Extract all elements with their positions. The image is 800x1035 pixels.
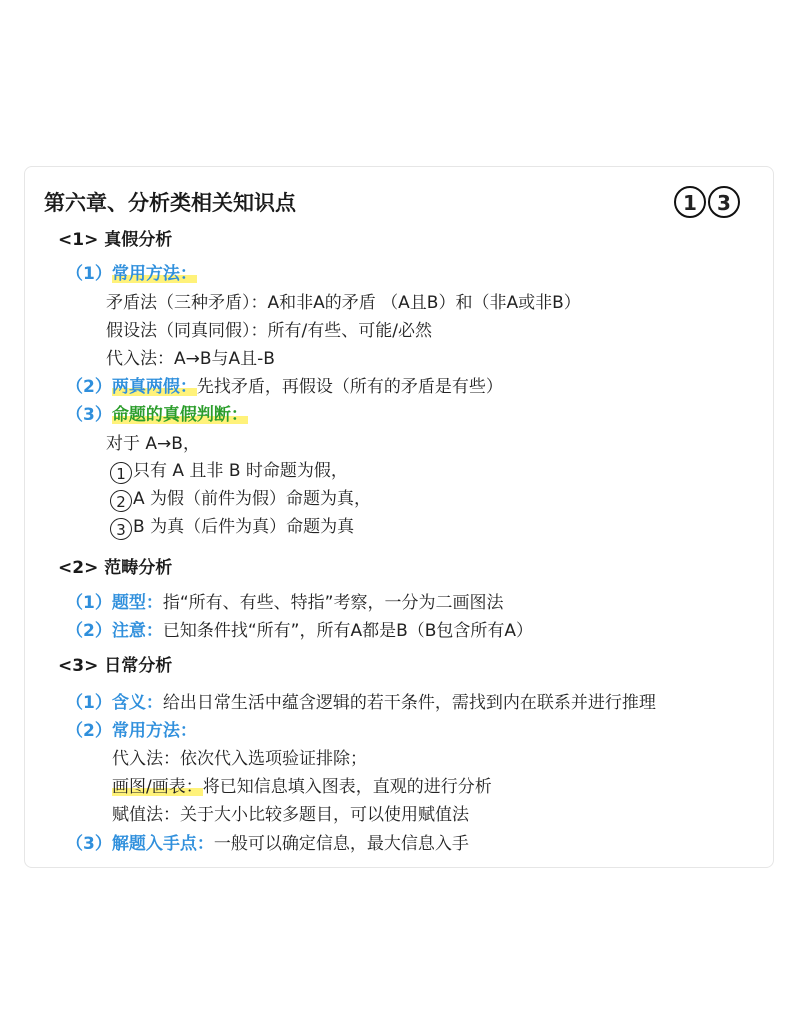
page-title: 第六章、分析类相关知识点: [44, 191, 296, 215]
page-number-badge: [674, 186, 742, 218]
item-number: （1）: [66, 693, 112, 713]
s1-point-3: [110, 518, 354, 540]
s3-method-line-2: [112, 779, 492, 796]
item-number: （3）: [66, 834, 112, 854]
item-label: 题型：: [111, 593, 163, 613]
item-label: 命题的真假判断：: [111, 405, 248, 425]
s2-item-1: [66, 595, 503, 612]
item-number: （2）: [66, 621, 112, 641]
item-number: （3）: [66, 405, 112, 425]
item-label: 画图/画表：: [112, 777, 203, 797]
item-number: （1）: [66, 593, 112, 613]
point-text: B 为真（后件为真）命题为真: [133, 517, 355, 537]
s1-method-line-2: 假设法（同真同假）：所有/有些、可能/必然: [106, 321, 432, 341]
s1-item-2: [66, 379, 503, 396]
item-label: 常用方法：: [111, 264, 197, 284]
item-number: （2）: [66, 377, 112, 397]
item-text: 指“所有、有些、特指”考察，一分为二画图法: [162, 593, 504, 613]
item-text: 先找矛盾，再假设（所有的矛盾是有些）: [196, 377, 503, 397]
s3-item-2: [66, 723, 197, 740]
s3-item-1: [66, 695, 656, 712]
item-label: 常用方法：: [111, 721, 197, 741]
s3-item-3: [66, 836, 469, 853]
item-text: 给出日常生活中蕴含逻辑的若干条件，需找到内在联系并进行推理: [162, 693, 656, 713]
s1-item-3: [66, 407, 248, 424]
circled-number: 2: [110, 490, 132, 512]
item-text: 已知条件找“所有”，所有A都是B（B包含所有A）: [162, 621, 534, 641]
circled-number: 1: [110, 462, 132, 484]
item-number: （2）: [66, 721, 112, 741]
section-heading-daily: <3> 日常分析: [58, 656, 173, 676]
point-text: A 为假（前件为假）命题为真，: [133, 489, 372, 509]
page-digit-1: 1: [674, 186, 706, 218]
section-heading-category: <2> 范畴分析: [58, 558, 173, 578]
s1-item-1: [66, 266, 197, 283]
s3-method-line-3: 赋值法：关于大小比较多题目，可以使用赋值法: [112, 805, 469, 825]
item-label: 注意：: [111, 621, 163, 641]
item-text: 将已知信息填入图表，直观的进行分析: [202, 777, 492, 797]
s3-method-line-1: 代入法：依次代入选项验证排除；: [112, 749, 367, 769]
item-label: 解题入手点：: [111, 834, 214, 854]
item-label: 两真两假：: [111, 377, 197, 397]
section-heading-true-false: <1> 真假分析: [58, 230, 173, 250]
circled-number: 3: [110, 518, 132, 540]
item-number: （1）: [66, 264, 112, 284]
s1-method-line-1: 矛盾法（三种矛盾）：A和非A的矛盾 （A且B）和（非A或非B）: [106, 293, 581, 313]
page-digit-2: 3: [708, 186, 740, 218]
s1-point-2: [110, 490, 371, 512]
s1-item-3-intro: 对于 A→B，: [106, 434, 200, 454]
item-text: 一般可以确定信息，最大信息入手: [213, 834, 469, 854]
s1-method-line-3: 代入法：A→B与A且-B: [106, 349, 275, 369]
s1-point-1: [110, 462, 348, 484]
item-label: 含义：: [111, 693, 163, 713]
s2-item-2: [66, 623, 533, 640]
point-text: 只有 A 且非 B 时命题为假，: [133, 461, 348, 481]
